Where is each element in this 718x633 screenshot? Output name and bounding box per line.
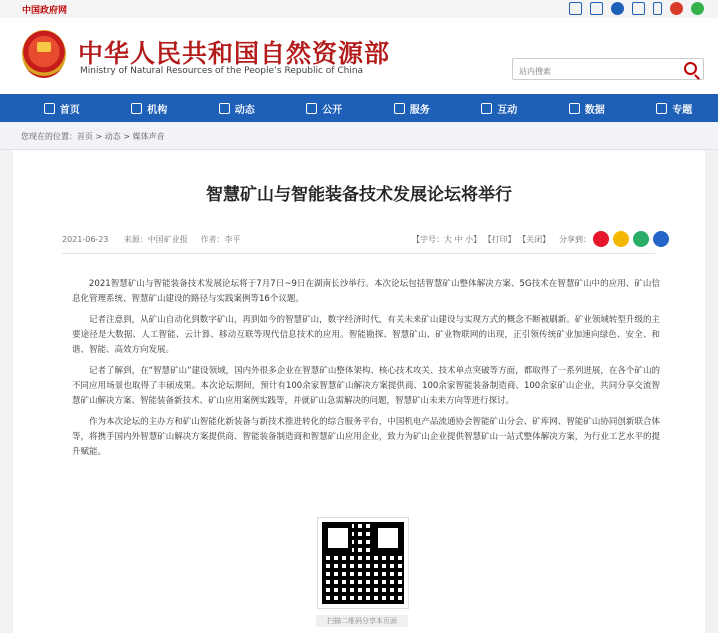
nav-item-service[interactable] <box>368 94 456 122</box>
share-icons <box>593 231 669 247</box>
national-emblem-icon <box>22 30 66 78</box>
article-paragraph: 作为本次论坛的主办方和矿山智能化新装备与新技术推进转化的综合服务平台，中国机电产品流通协会智能矿山分会、矿库网、智能矿山协同创新联合体等，将携手国内外智慧矿山解决方案提供商、智能装备制造商和智慧矿山应用企业，致力为矿山企业提供智慧矿山一站式整体解决方案，为行业工艺水平的提升赋能。 <box>72 417 660 457</box>
service-icon <box>394 103 405 114</box>
accessibility-icon[interactable] <box>611 2 624 15</box>
close-button[interactable]: 【关闭】 <box>518 235 551 244</box>
chat-icon <box>481 103 492 114</box>
topic-icon <box>656 103 667 114</box>
folder-icon <box>306 103 317 114</box>
renren-share-icon[interactable] <box>653 231 669 247</box>
article-paragraph: 记者注意到，从矿山自动化到数字矿山，再到如今的智慧矿山，数字经济时代，有关未来矿山建设与实现方式的概念不断被刷新。矿业领域转型升级的主要途径是大数据、人工智能、云计算、移动互联等现代信息技术的应用。智能勘探、智慧矿山、矿业物联网的出现，正引领传统矿业加速向绿色、安全、和谐、智能、高效方向发展。 <box>72 315 660 355</box>
news-icon <box>219 103 230 114</box>
top-utility-bar <box>0 0 718 18</box>
nav-label: 机构 <box>147 104 168 116</box>
nav-label: 互动 <box>497 104 518 116</box>
site-title[interactable]: 中华人民共和国自然资源部 <box>78 39 391 68</box>
site-title-english: Ministry of Natural Resources of the People’s Republic of China <box>80 66 364 76</box>
share-label: 分享到： <box>559 235 591 244</box>
nav-label: 公开 <box>322 104 343 116</box>
breadcrumb <box>21 131 165 142</box>
wechat-icon[interactable] <box>691 2 704 15</box>
article-title: 智慧矿山与智能装备技术发展论坛将举行 <box>206 185 512 205</box>
font-size-control[interactable]: 【字号：大 中 小】 <box>412 235 482 244</box>
weibo-share-icon[interactable] <box>593 231 609 247</box>
site-header <box>0 18 718 94</box>
document-icon[interactable] <box>632 2 645 15</box>
qzone-share-icon[interactable] <box>613 231 629 247</box>
article-meta <box>62 234 240 245</box>
nav-label: 服务 <box>409 104 430 116</box>
nav-item-data[interactable] <box>543 94 631 122</box>
breadcrumb-media[interactable]: 媒体声音 <box>132 132 165 141</box>
nav-item-topics[interactable] <box>631 94 718 122</box>
breadcrumb-separator: > <box>120 132 133 141</box>
wechat-share-icon[interactable] <box>633 231 649 247</box>
article-paragraph: 记者了解到，在“智慧矿山”建设领域，国内外很多企业在智慧矿山整体架构、核心技术攻关、技术单点突破等方面，都取得了一系列进展，在各个矿山的不同应用场景也取得了丰硕成果。本次论坛期间，预计有100余家智慧矿山解决方案提供商、100余家智能装备制造商、100余家矿山企业，共同分享交流智慧矿山解决方案、智能装备新技术、矿山应用案例实践等，并就矿山急需解决的问题，智慧矿山未来方向等进行探讨。 <box>72 366 660 406</box>
nav-item-news[interactable] <box>193 94 281 122</box>
nav-label: 动态 <box>234 104 255 116</box>
qr-caption: 扫描二维码分享本页面 <box>316 615 408 627</box>
qr-code <box>318 518 408 608</box>
nav-item-interaction[interactable] <box>456 94 544 122</box>
nav-item-public[interactable] <box>281 94 369 122</box>
breadcrumb-news[interactable]: 动态 <box>104 132 121 141</box>
mail-icon[interactable] <box>569 2 582 15</box>
breadcrumb-home[interactable]: 首页 <box>77 132 93 141</box>
nav-item-home[interactable] <box>18 94 106 122</box>
divider <box>62 253 655 254</box>
article-date: 2021-06-23 <box>62 235 109 244</box>
article-author: 作者：李平 <box>200 235 241 244</box>
site-search <box>512 58 704 80</box>
print-button[interactable]: 【打印】 <box>483 235 516 244</box>
article-content <box>72 277 660 466</box>
article-source: 来源：中国矿业报 <box>123 235 188 244</box>
article-tools <box>412 234 550 245</box>
nav-label: 专题 <box>672 104 693 116</box>
breadcrumb-prefix: 您现在的位置： <box>21 132 77 141</box>
gov-site-link[interactable]: 中国政府网 <box>22 6 68 16</box>
nav-label: 首页 <box>59 104 80 116</box>
search-input[interactable] <box>513 62 673 82</box>
nav-item-organization[interactable] <box>106 94 194 122</box>
top-icons <box>569 2 704 15</box>
article-paragraph: 2021智慧矿山与智能装备技术发展论坛将于7月7日~9日在湖南长沙举行。本次论坛包括智慧矿山整体解决方案、5G技术在智慧矿山中的应用、矿山信息化管理系统、智慧矿山建设的路径与实践案例等16个议题。 <box>72 279 660 304</box>
chart-icon <box>569 103 580 114</box>
nav-label: 数据 <box>584 104 605 116</box>
main-nav <box>0 94 718 122</box>
home-icon <box>44 103 55 114</box>
envelope-icon[interactable] <box>590 2 603 15</box>
building-icon <box>131 103 142 114</box>
weibo-icon[interactable] <box>670 2 683 15</box>
search-icon[interactable] <box>684 62 697 75</box>
breadcrumb-separator: > <box>93 132 105 141</box>
breadcrumb-bar <box>0 122 718 150</box>
mobile-icon[interactable] <box>653 2 662 15</box>
